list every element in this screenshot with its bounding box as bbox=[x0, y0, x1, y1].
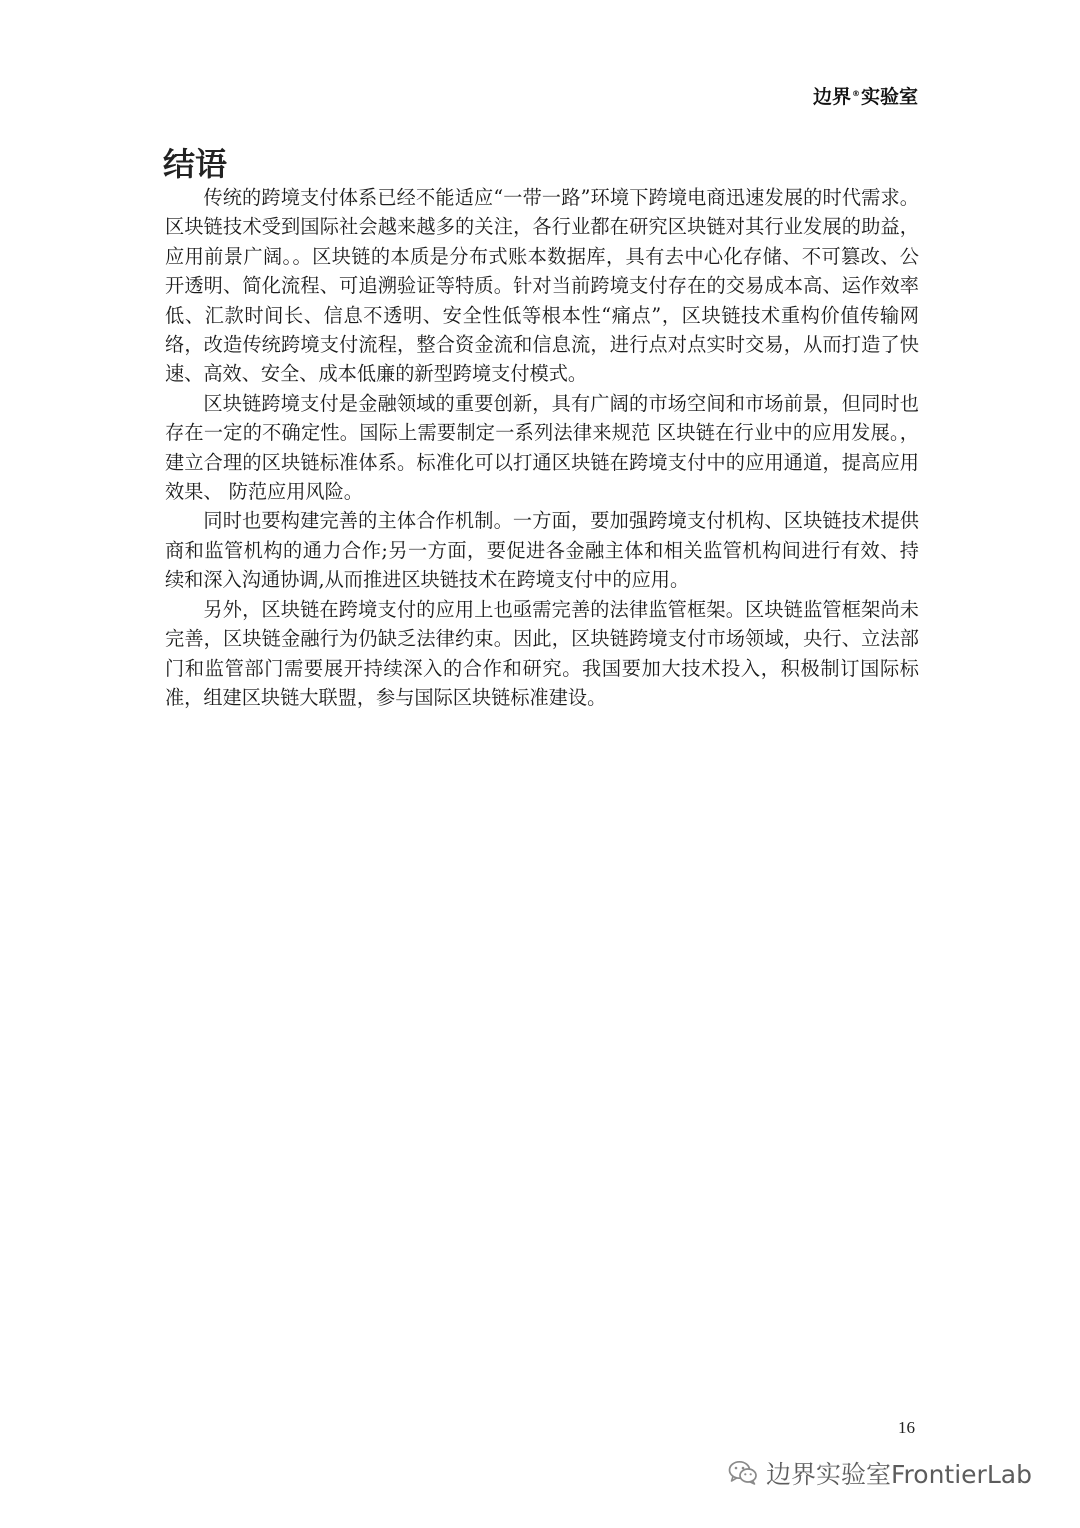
page-number: 16 bbox=[898, 1418, 915, 1437]
paragraph-4: 另外，区块链在跨境支付的应用上也亟需完善的法律监管框架。区块链监管框架尚未完善，区块链金融行为仍缺乏法律约束。因此，区块链跨境支付市场领域，央行、立法部门和监管部门需要展开持续深入的合作和研究。我国要加大技术投入，积极制订国际标准，组建区块链大联盟，参与国际区块链标准建设。 bbox=[165, 597, 919, 709]
watermark-text: 边界实验室FrontierLab bbox=[766, 1460, 1032, 1489]
watermark bbox=[728, 1455, 1032, 1491]
logo-registered-mark: ® bbox=[851, 88, 860, 98]
header-logo bbox=[813, 82, 918, 109]
wechat-icon bbox=[728, 1460, 758, 1486]
logo-text-left: 边界 bbox=[812, 86, 851, 108]
paragraph-2: 区块链跨境支付是金融领域的重要创新，具有广阔的市场空间和市场前景，但同时也存在一定的不确定性。国际上需要制定一系列法律来规范 区块链在行业中的应用发展。，建立合理的区块链标准体系。标准化可以打通区块链在跨境支付中的应用通道，提高应用效果、 防范应用风险。 bbox=[165, 391, 919, 504]
body-text bbox=[165, 183, 919, 712]
paragraph-3: 同时也要构建完善的主体合作机制。一方面，要加强跨境支付机构、区块链技术提供商和监管机构的通力合作;另一方面，要促进各金融主体和相关监管机构间进行有效、持续和深入沟通协调,从而推进区块链技术在跨境支付中的应用。 bbox=[165, 509, 919, 592]
logo-text-right: 实验室 bbox=[860, 86, 918, 108]
paragraph-1: 传统的跨境支付体系已经不能适应“一带一路”环境下跨境电商迅速发展的时代需求。区块链技术受到国际社会越来越多的关注，各行业都在研究区块链对其行业发展的助益，应用前景广阔。。区块链的本质是分布式账本数据库，具有去中心化存储、不可篡改、公开透明、简化流程、可追溯验证等特质。针对当前跨境支付存在的交易成本高、运作效率低、汇款时间长、信息不透明、安全性低等根本性“痛点”，区块链技术重构价值传输网络，改造传统跨境支付流程，整合资金流和信息流，进行点对点实时交易，从而打造了快速、高效、安全、成本低廉的新型跨境支付模式。 bbox=[165, 186, 919, 386]
section-title: 结语 bbox=[163, 145, 228, 183]
